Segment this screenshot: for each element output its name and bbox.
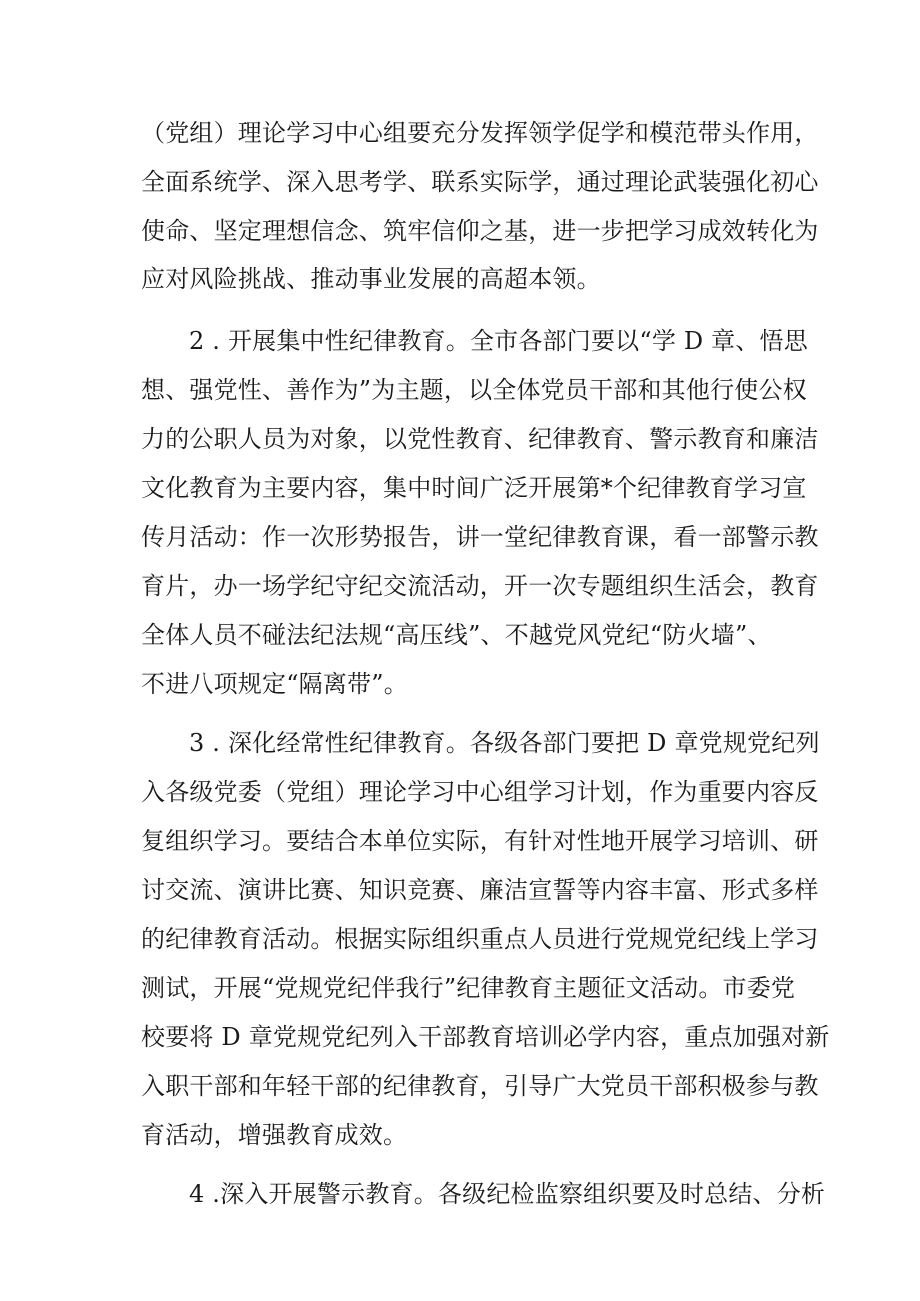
text-line: 全体人员不碰法纪法规“高压线”、不越党风党纪“防火墙”、 bbox=[141, 621, 772, 649]
text-line: 校要将 D 章党规党纪列入干部教育培训必学内容，重点加强对新 bbox=[141, 1023, 830, 1051]
paragraph-2-first-line: 2 . 开展集中性纪律教育。全市各部门要以“学 D 章、悟思 bbox=[189, 327, 808, 355]
text-line: 育片，办一场学纪守纪交流活动，开一次专题组织生活会，教育 bbox=[141, 572, 819, 600]
text-line: 应对风险挑战、推动事业发展的高超本领。 bbox=[141, 265, 601, 293]
text-line: 力的公职人员为对象，以党性教育、纪律教育、警示教育和廉洁 bbox=[141, 425, 819, 453]
text-line: 的纪律教育活动。根据实际组织重点人员进行党规党纪线上学习 bbox=[141, 925, 819, 953]
text-line: 复组织学习。要结合本单位实际，有针对性地开展学习培训、研 bbox=[141, 827, 819, 855]
text-line: 测试，开展“党规党纪伴我行”纪律教育主题征文活动。市委党 bbox=[141, 974, 796, 1002]
text-line: 育活动，增强教育成效。 bbox=[141, 1121, 408, 1149]
text-line: （党组）理论学习中心组要充分发挥领学促学和模范带头作用， bbox=[141, 119, 819, 147]
text-line: 想、强党性、善作为”为主题，以全体党员干部和其他行使公权 bbox=[141, 376, 807, 404]
text-line: 传月活动：作一次形势报告，讲一堂纪律教育课，看一部警示教 bbox=[141, 523, 819, 551]
text-line: 全面系统学、深入思考学、联系实际学，通过理论武装强化初心 bbox=[141, 168, 819, 196]
text-line: 文化教育为主要内容，集中时间广泛开展第*个纪律教育学习宣 bbox=[141, 474, 807, 502]
text-line: 使命、坚定理想信念、筑牢信仰之基，进一步把学习成效转化为 bbox=[141, 217, 819, 245]
paragraph-4-first-line: 4 .深入开展警示教育。各级纪检监察组织要及时总结、分析 bbox=[189, 1180, 826, 1208]
text-line: 不进八项规定“隔离带”。 bbox=[141, 670, 408, 698]
text-line: 讨交流、演讲比赛、知识竞赛、廉洁宣誓等内容丰富、形式多样 bbox=[141, 876, 819, 904]
paragraph-3-first-line: 3 . 深化经常性纪律教育。各级各部门要把 D 章党规党纪列 bbox=[189, 729, 820, 757]
text-line: 入各级党委（党组）理论学习中心组学习计划，作为重要内容反 bbox=[141, 778, 819, 806]
text-line: 入职干部和年轻干部的纪律教育，引导广大党员干部积极参与教 bbox=[141, 1072, 819, 1100]
